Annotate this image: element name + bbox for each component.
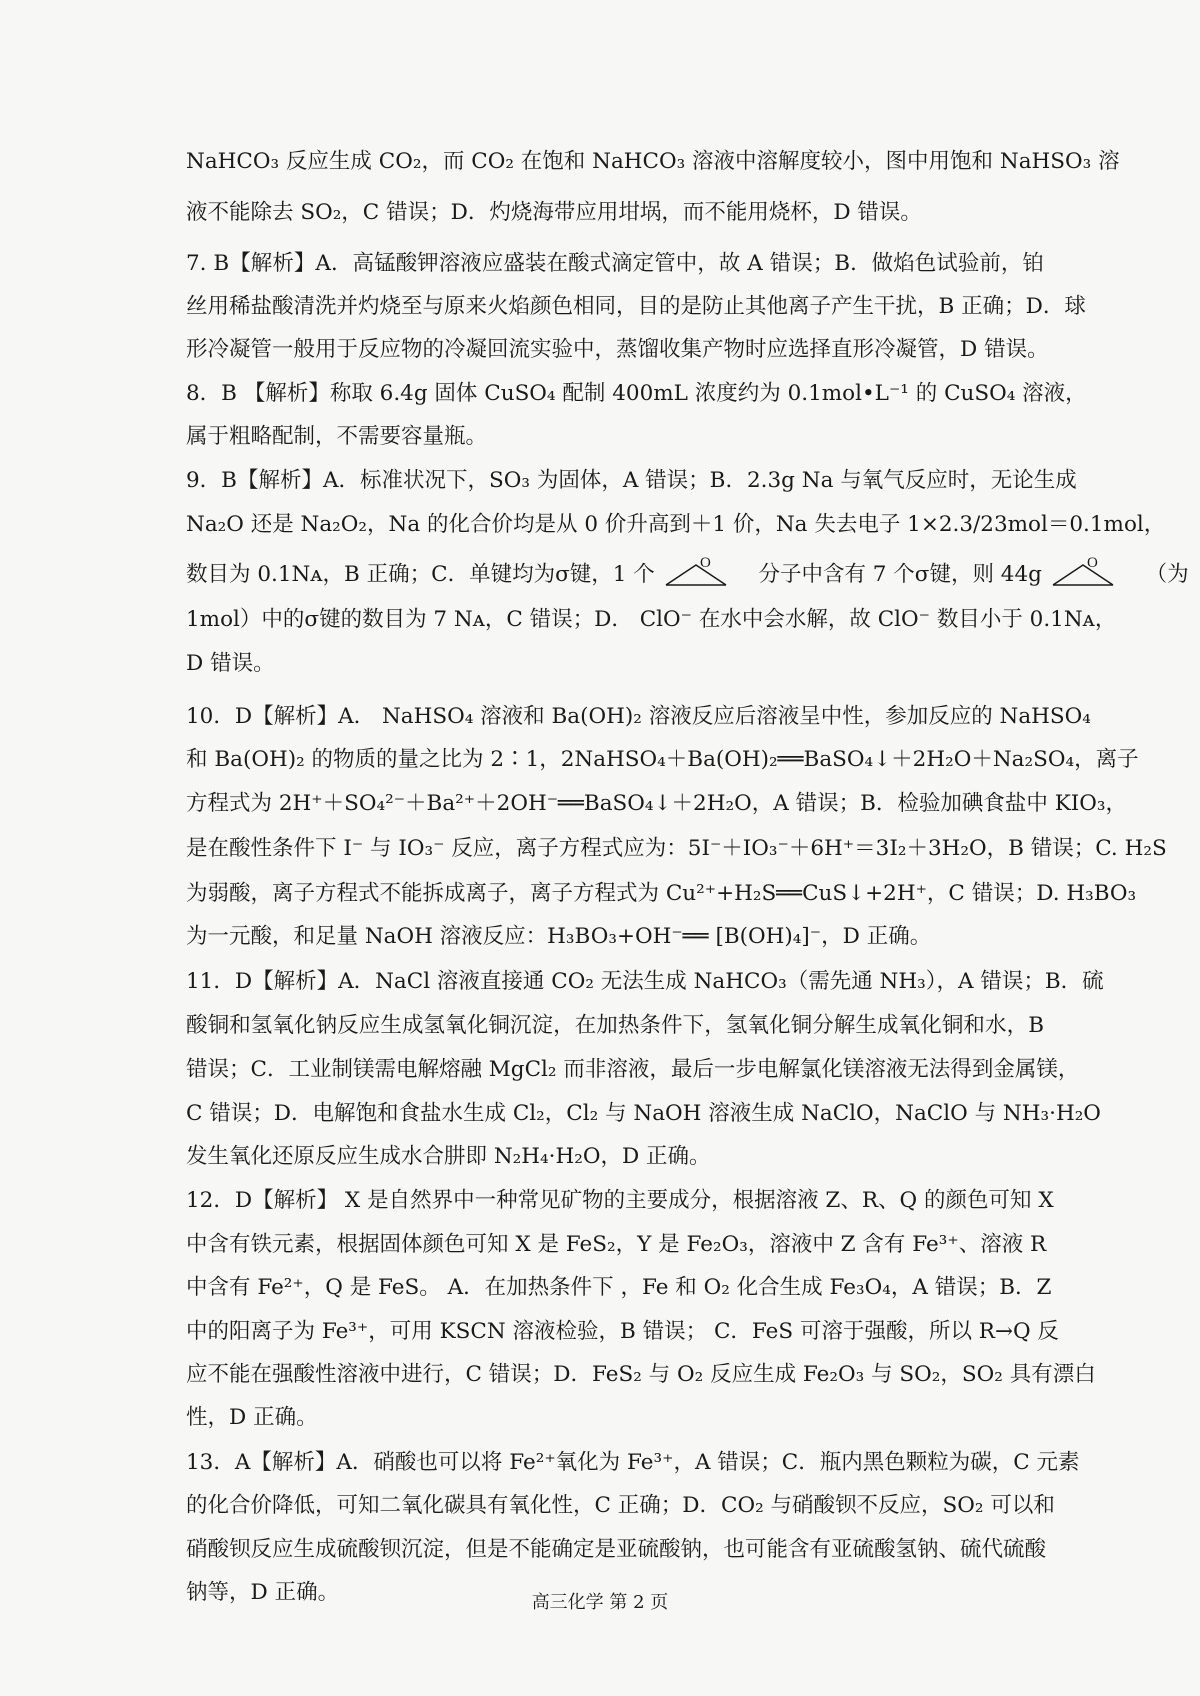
text-line: 发生氧化还原反应生成水合肼即 N₂H₄·H₂O，D 正确。	[186, 1144, 711, 1169]
text-line: 错误；C．工业制镁需电解熔融 MgCl₂ 而非溶液，最后一步电解氯化镁溶液无法得到金属镁，	[186, 1057, 1080, 1082]
text-line: 酸铜和氢氧化钠反应生成氢氧化铜沉淀，在加热条件下，氢氧化铜分解生成氧化铜和水，B	[186, 1013, 1044, 1038]
text-segment: 分子中含有 7 个σ键，则 44g	[758, 562, 1042, 587]
text-line: 和 Ba(OH)₂ 的物质的量之比为 2∶1，2NaHSO₄＋Ba(OH)₂══BaSO₄↓＋2H₂O＋Na₂SO₄，离子	[186, 747, 1139, 772]
text-line: 丝用稀盐酸清洗并灼烧至与原来火焰颜色相同，目的是防止其他离子产生干扰，B 正确；D．球	[186, 294, 1086, 319]
text-line: 是在酸性条件下 I⁻ 与 IO₃⁻ 反应，离子方程式应为：5I⁻＋IO₃⁻＋6H⁺＝3I₂＋3H₂O，B 错误；C. H₂S	[186, 836, 1167, 861]
text-line: 硝酸钡反应生成硫酸钡沉淀，但是不能确定是亚硫酸钠，也可能含有亚硫酸氢钠、硫代硫酸	[186, 1537, 1047, 1562]
text-line: 性，D 正确。	[186, 1405, 318, 1430]
text-line: 属于粗略配制，不需要容量瓶。	[186, 424, 488, 449]
ethylene-oxide-structure	[662, 555, 752, 589]
text-line: 9．B【解析】A．标准状况下，SO₃ 为固体，A 错误；B．2.3g Na 与氧气反应时，无论生成	[186, 468, 1077, 493]
text-line: 的化合价降低，可知二氧化碳具有氧化性，C 正确；D．CO₂ 与硝酸钡不反应，SO₂ 可以和	[186, 1493, 1055, 1518]
ethylene-oxide-structure	[1049, 555, 1139, 589]
text-segment: （为	[1145, 562, 1189, 587]
oxygen-atom-label: O	[1086, 555, 1098, 571]
text-line: NaHCO₃ 反应生成 CO₂，而 CO₂ 在饱和 NaHCO₃ 溶液中溶解度较小，图中用饱和 NaHSO₃ 溶	[186, 149, 1120, 174]
text-line: 钠等，D 正确。	[186, 1580, 340, 1605]
text-line: 为一元酸，和足量 NaOH 溶液反应：H₃BO₃+OH⁻══ [B(OH)₄]⁻，D 正确。	[186, 924, 932, 949]
text-line: 形冷凝管一般用于反应物的冷凝回流实验中，蒸馏收集产物时应选择直形冷凝管，D 错误。	[186, 337, 1049, 362]
text-line: 中含有铁元素，根据固体颜色可知 X 是 FeS₂，Y 是 Fe₂O₃，溶液中 Z 含有 Fe³⁺、溶液 R	[186, 1232, 1047, 1257]
text-line: 应不能在强酸性溶液中进行，C 错误；D．FeS₂ 与 O₂ 反应生成 Fe₂O₃ 与 SO₂，SO₂ 具有漂白	[186, 1362, 1096, 1387]
text-line: 液不能除去 SO₂，C 错误；D．灼烧海带应用坩埚，而不能用烧杯，D 错误。	[186, 200, 922, 225]
text-line: 7. B【解析】A．高锰酸钾溶液应盛装在酸式滴定管中，故 A 错误；B．做焰色试验前，铂	[186, 251, 1044, 276]
text-line: 1mol）中的σ键的数目为 7 Nᴀ，C 错误；D． ClO⁻ 在水中会水解，故 ClO⁻ 数目小于 0.1Nᴀ，	[186, 607, 1117, 632]
text-line: 中含有 Fe²⁺，Q 是 FeS。 A．在加热条件下 ，Fe 和 O₂ 化合生成 Fe₃O₄，A 错误；B．Z	[186, 1275, 1052, 1300]
text-line: 11．D【解析】A．NaCl 溶液直接通 CO₂ 无法生成 NaHCO₃（需先通 NH₃），A 错误；B．硫	[186, 969, 1104, 994]
oxygen-atom-label: O	[699, 555, 711, 571]
text-line: 为弱酸，离子方程式不能拆成离子，离子方程式为 Cu²⁺+H₂S══CuS↓+2H⁺，C 错误；D. H₃BO₃	[186, 881, 1137, 906]
text-line: C 错误；D．电解饱和食盐水生成 Cl₂，Cl₂ 与 NaOH 溶液生成 NaClO，NaClO 与 NH₃·H₂O	[186, 1101, 1101, 1126]
text-line: 方程式为 2H⁺＋SO₄²⁻＋Ba²⁺＋2OH⁻══BaSO₄↓＋2H₂O，A 错误；B．检验加碘食盐中 KIO₃，	[186, 791, 1128, 816]
text-segment: 数目为 0.1Nᴀ，B 正确；C．单键均为σ键，1 个	[186, 562, 655, 587]
text-line: D 错误。	[186, 651, 275, 676]
text-line-with-structures	[186, 555, 1189, 589]
text-line: 中的阳离子为 Fe³⁺，可用 KSCN 溶液检验，B 错误； C．FeS 可溶于强酸，所以 R→Q 反	[186, 1319, 1059, 1344]
text-line: 12．D【解析】 X 是自然界中一种常见矿物的主要成分，根据溶液 Z、R、Q 的颜色可知 X	[186, 1188, 1054, 1213]
text-line: 8．B 【解析】称取 6.4g 固体 CuSO₄ 配制 400mL 浓度约为 0.1mol•L⁻¹ 的 CuSO₄ 溶液，	[186, 381, 1087, 406]
page-footer: 高三化学 第 2 页	[531, 1592, 669, 1613]
text-line: 13．A【解析】A．硝酸也可以将 Fe²⁺氧化为 Fe³⁺，A 错误；C．瓶内黑色颗粒为碳，C 元素	[186, 1450, 1080, 1475]
text-line: Na₂O 还是 Na₂O₂，Na 的化合价均是从 0 价升高到＋1 价，Na 失去电子 1×2.3/23mol＝0.1mol，	[186, 512, 1166, 537]
text-line: 10．D【解析】A． NaHSO₄ 溶液和 Ba(OH)₂ 溶液反应后溶液呈中性，参加反应的 NaHSO₄	[186, 704, 1091, 729]
